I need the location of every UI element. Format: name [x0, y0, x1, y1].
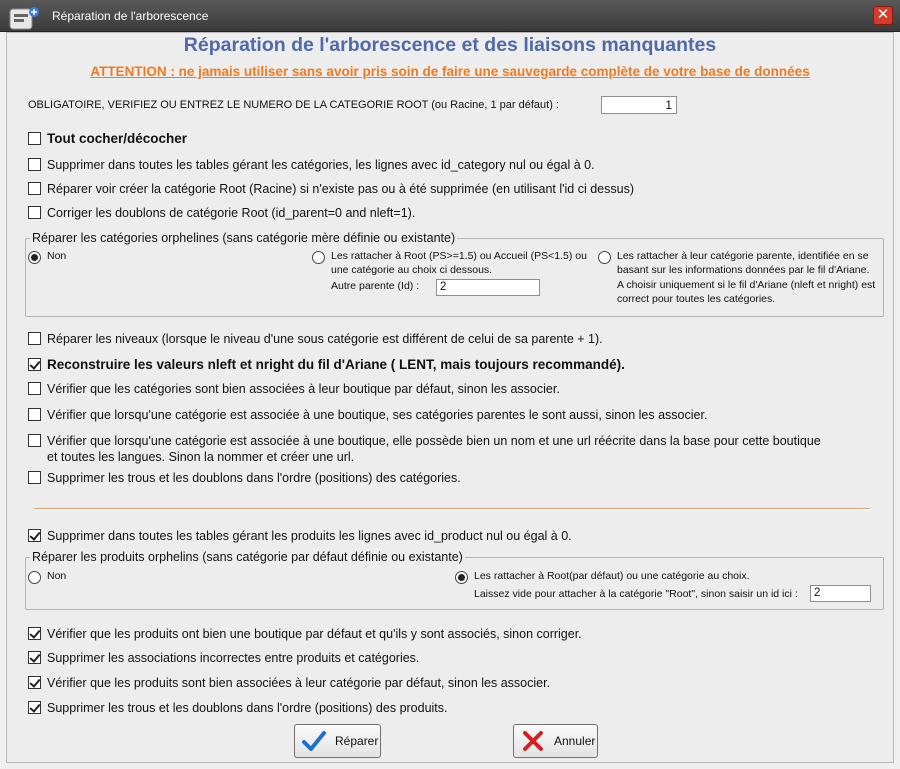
checkbox[interactable] — [28, 651, 41, 664]
verify-parent-shop-option[interactable] — [28, 407, 707, 423]
orphan-categories-radio-parent[interactable] — [598, 250, 880, 277]
root-id-label: OBLIGATOIRE, VERIFIEZ OU ENTREZ LE NUMERO DE LA CATEGORIE ROOT (ou Racine, 1 par défaut) : — [28, 99, 559, 111]
checkbox[interactable] — [28, 701, 41, 714]
radio-label: Les rattacher à Root(par défaut) ou une catégorie au choix. — [474, 570, 750, 582]
checkbox[interactable] — [28, 206, 41, 219]
option-label: Vérifier que lorsqu'une catégorie est associée à une boutique, ses catégories parentes le sont aussi, sinon les associer. — [47, 408, 708, 422]
checkbox[interactable] — [28, 676, 41, 689]
orphan-products-hint: Laissez vide pour attacher à la catégorie "Root", sinon saisir un id ici : — [474, 588, 798, 600]
group-title: Réparer les produits orphelins (sans catégorie par défaut définie ou existante) — [32, 550, 463, 564]
radio-button[interactable] — [312, 251, 325, 264]
group-title: Réparer les catégories orphelines (sans catégorie mère définie ou existante) — [32, 231, 456, 245]
check-all[interactable] — [28, 131, 187, 147]
fix-root-duplicates-option[interactable] — [28, 205, 415, 221]
checkbox[interactable] — [28, 434, 41, 447]
radio-label: Les rattacher à leur catégorie parente, identifiée en se basant sur les informations données par le fil d'Ariane. — [617, 250, 870, 276]
option-label: Réparer voir créer la catégorie Root (Racine) si n'existe pas ou à été supprimée (en utilisant l'id ci dessus) — [47, 182, 634, 196]
radio-label: Non — [47, 570, 67, 582]
radio-button[interactable] — [28, 251, 41, 264]
close-icon: ✕ — [876, 6, 890, 23]
section-separator — [34, 508, 870, 510]
checkbox[interactable] — [28, 158, 41, 171]
checkbox[interactable] — [28, 358, 41, 371]
warning-text: ATTENTION : ne jamais utiliser sans avoir pris soin de faire une sauvegarde complète de votre base de données — [90, 64, 810, 79]
option-label: Supprimer les trous et les doublons dans l'ordre (positions) des catégories. — [47, 471, 461, 485]
repair-levels-option[interactable] — [28, 331, 603, 347]
option-label: Reconstruire les valeurs nleft et nright du fil d'Ariane ( LENT, mais toujours recommandé). — [47, 357, 625, 372]
check-all-label: Tout cocher/décocher — [47, 131, 188, 146]
option-label: Supprimer les associations incorrectes entre produits et catégories. — [47, 651, 420, 665]
orphan-categories-radio-attach[interactable] — [312, 250, 596, 277]
option-label: Supprimer les trous et les doublons dans l'ordre (positions) des produits. — [47, 701, 448, 715]
verify-product-category-option[interactable] — [28, 675, 550, 691]
checkbox[interactable] — [28, 382, 41, 395]
checkbox[interactable] — [28, 408, 41, 421]
checkbox[interactable] — [28, 182, 41, 195]
remove-incorrect-associations-option[interactable] — [28, 650, 419, 666]
radio-button[interactable] — [28, 571, 41, 584]
page-title: Réparation de l'arborescence et des liaisons manquantes — [183, 34, 717, 56]
app-icon — [6, 4, 42, 32]
option-label: Corriger les doublons de catégorie Root (id_parent=0 and nleft=1). — [47, 206, 416, 220]
verify-category-name-url-option[interactable] — [28, 433, 828, 465]
delete-null-category-option[interactable] — [28, 157, 595, 173]
radio-label: Non — [47, 250, 67, 262]
option-label: Vérifier que les produits ont bien une boutique par défaut et qu'ils y sont associés, sinon corriger. — [47, 627, 582, 641]
orphan-products-radio-non[interactable] — [28, 570, 66, 584]
checkmark-icon — [301, 728, 327, 754]
cancel-button-label: Annuler — [554, 734, 596, 748]
window-title: Réparation de l'arborescence — [52, 9, 209, 23]
cancel-button[interactable] — [513, 724, 598, 758]
option-label: Réparer les niveaux (lorsque le niveau d'une sous catégorie est différent de celui de sa parente + 1). — [47, 332, 603, 346]
orphan-products-id-input[interactable]: 2 — [810, 585, 871, 602]
option-label: Vérifier que les catégories sont bien associées à leur boutique par défaut, sinon les associer. — [47, 382, 560, 396]
checkbox[interactable] — [28, 627, 41, 640]
option-label: Supprimer dans toutes les tables gérant les produits les lignes avec id_product nul ou égal à 0. — [47, 529, 572, 543]
other-parent-input[interactable]: 2 — [436, 279, 540, 296]
radio-label: Les rattacher à Root (PS>=1.5) ou Accueil (PS<1.5) ou une catégorie au choix ci dessous. — [331, 250, 587, 276]
repair-button-label: Réparer — [335, 734, 379, 748]
root-id-input[interactable]: 1 — [601, 96, 677, 114]
checkbox[interactable] — [28, 132, 41, 145]
option-label: Vérifier que les produits sont bien associées à leur catégorie par défaut, sinon les associer. — [47, 676, 551, 690]
radio-button[interactable] — [455, 571, 468, 584]
other-parent-label: Autre parente (Id) : — [331, 280, 420, 292]
checkbox[interactable] — [28, 529, 41, 542]
title-bar — [0, 0, 900, 32]
repair-root-option[interactable] — [28, 181, 634, 197]
checkbox[interactable] — [28, 332, 41, 345]
close-button[interactable] — [873, 6, 893, 25]
option-label: Supprimer dans toutes les tables gérant les catégories, les lignes avec id_category nul ou égal à 0. — [47, 158, 595, 172]
option-label: Vérifier que lorsqu'une catégorie est associée à une boutique, elle possède bien un nom et une url réécrite dans la base pour cette boutique et toutes les langues. Sinon la nommer et créer une url. — [47, 434, 821, 464]
fix-category-positions-option[interactable] — [28, 470, 461, 486]
fix-product-positions-option[interactable] — [28, 700, 448, 716]
repair-button[interactable] — [294, 724, 381, 758]
cross-icon — [520, 728, 546, 754]
orphan-categories-radio-non[interactable] — [28, 250, 66, 264]
radio-button[interactable] — [598, 251, 611, 264]
rebuild-nleft-nright-option[interactable] — [28, 357, 625, 373]
delete-null-product-option[interactable] — [28, 528, 572, 544]
verify-product-shop-option[interactable] — [28, 626, 582, 642]
parent-option-note: A choisir uniquement si le fil d'Ariane (nleft et nright) est correct pour toutes les catégories. — [617, 279, 876, 305]
checkbox[interactable] — [28, 471, 41, 484]
verify-category-shop-option[interactable] — [28, 381, 560, 397]
orphan-products-radio-attach[interactable] — [455, 570, 750, 584]
